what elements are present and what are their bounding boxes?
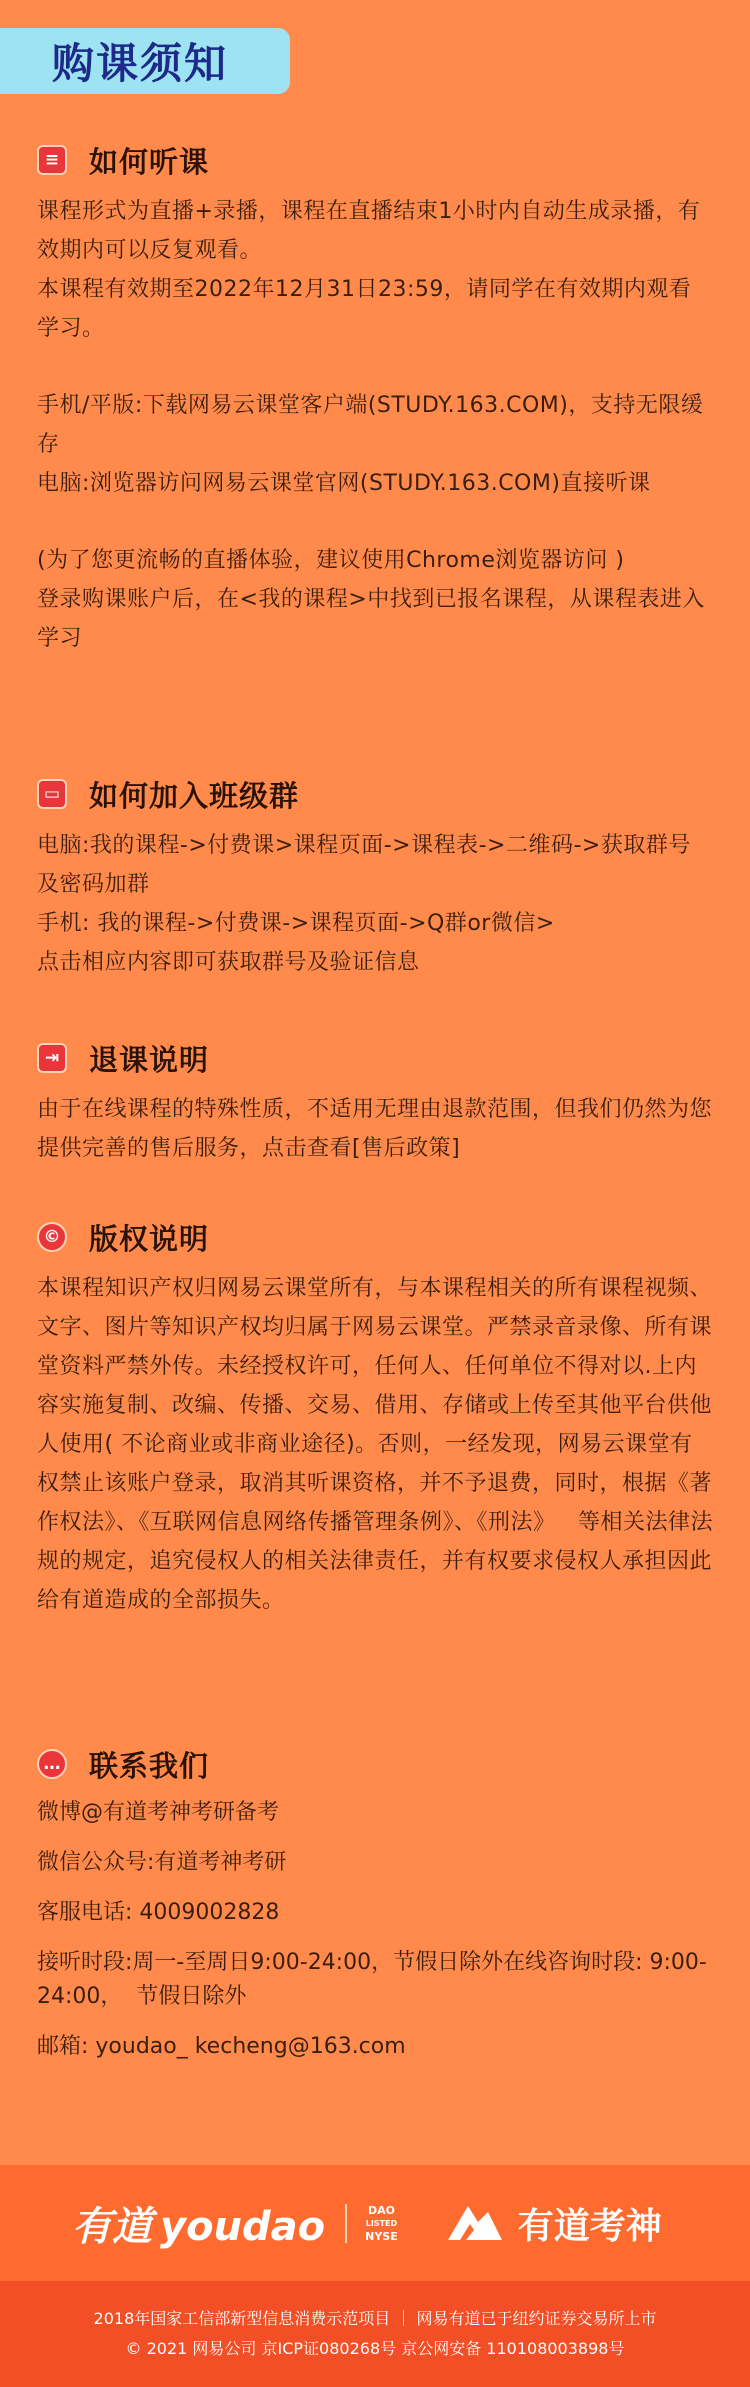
paragraph: 点击相应内容即可获取群号及验证信息 [37,950,420,975]
section-header [37,1215,713,1259]
contact-weibo: 微博@有道考神考研备考 [37,1800,280,1825]
kaoshen-text: 有道考神 [517,2205,662,2247]
paragraph: 手机: 我的课程->付费课->课程页面->Q群or微信> [37,911,555,936]
kaoshen-logo [444,2198,662,2249]
legal-line-2: © 2021 网易公司 京ICP证080268号 京公网安备 110108003898号 [125,2339,625,2358]
paragraph: 电脑:我的课程->付费课>课程页面->课程表->二维码->获取群号及密码加群 [37,833,691,897]
book-icon: ▭ [37,779,67,809]
paragraph: 手机/平版:下载网易云课堂客户端(STUDY.163.COM)，支持无限缓存 [37,393,704,457]
nyse-line-3: NYSE [365,2229,398,2243]
brand-en: youdao [160,2203,326,2250]
section-header [37,772,713,816]
list-icon: ≡ [37,145,67,175]
section-title: 退课说明 [89,1042,210,1077]
refund-text[interactable]: 由于在线课程的特殊性质，不适用无理由退款范围，但我们仍然为您提供完善的售后服务，点击查看[售后政策] [37,1097,713,1161]
section-title: 如何加入班级群 [89,778,300,813]
youdao-logo [72,2195,325,2252]
chat-bubble-icon: … [37,1749,67,1779]
section-header [37,1742,713,1786]
contact-email[interactable]: 邮箱: youdao_ kecheng@163.com [37,2034,406,2059]
paragraph: 本课程知识产权归网易云课堂所有，与本课程相关的所有课程视频、文字、图片等知识产权均归属于网易云课堂。严禁录音录像、所有课堂资料严禁外传。未经授权许可，任何人、任何单位不得对以.上内容实施复制、改编、传播、交易、借用、存储或上传至其他平台供他人使用( 不论商业或非商业途径)。否则，一经发现，网易云课堂有权禁止该账户登录，取消其听课资格，并不予退费，同时，根据《著作权法》、《互联网信息网络传播管理条例》、《刑法》 等相关法律法规的规定，追究侵权人的相关法律责任，并有权要求侵权人承担因此给有道造成的全部损失。 [37,1276,713,1613]
section-header [37,1036,713,1080]
section-refund [37,1036,713,1168]
section-how-to-listen [37,138,713,658]
nyse-line-2: LISTED [365,2218,398,2228]
legal-line-1: 2018年国家工信部新型信息消费示范项目 ｜ 网易有道已于纽约证券交易所上市 [93,2309,657,2328]
contact-hours: 接听时段:周一-至周日9:00-24:00，节假日除外在线咨询时段: 9:00-24:00， 节假日除外 [37,1950,707,2009]
exit-icon: ⇥ [37,1043,67,1073]
paragraph: 电脑:浏览器访问网易云课堂官网(STUDY.163.COM)直接听课 [37,471,651,496]
nyse-line-1: DAO [367,2203,395,2217]
section-copyright [37,1215,713,1620]
section-contact [37,1742,713,2080]
brand-cn: 有道 [72,2203,152,2250]
paragraph: 课程形式为直播+录播，课程在直播结束1小时内自动生成录播，有效期内可以反复观看。 [37,199,701,263]
copyright-icon: © [37,1222,67,1252]
section-join-group [37,772,713,982]
kaoshen-icon [444,2200,506,2246]
paragraph: 本课程有效期至2022年12月31日23:59，请同学在有效期内观看学习。 [37,277,692,341]
section-title: 联系我们 [89,1748,210,1783]
paragraph: (为了您更流畅的直播体验，建议使用Chrome浏览器访问 ) [37,548,625,573]
footer-brand-bar [0,2165,750,2281]
contact-wechat: 微信公众号:有道考神考研 [37,1850,287,1875]
paragraph: 登录购课账户后，在<我的课程>中找到已报名课程，从课程表进入学习 [37,587,705,651]
section-title: 如何听课 [89,144,210,179]
section-title: 版权说明 [89,1221,210,1256]
section-header [37,138,713,182]
nyse-badge [345,2204,398,2243]
contact-phone[interactable]: 客服电话: 4009002828 [37,1900,280,1925]
footer-legal-bar [0,2281,750,2387]
page-title: 购课须知 [0,28,290,94]
